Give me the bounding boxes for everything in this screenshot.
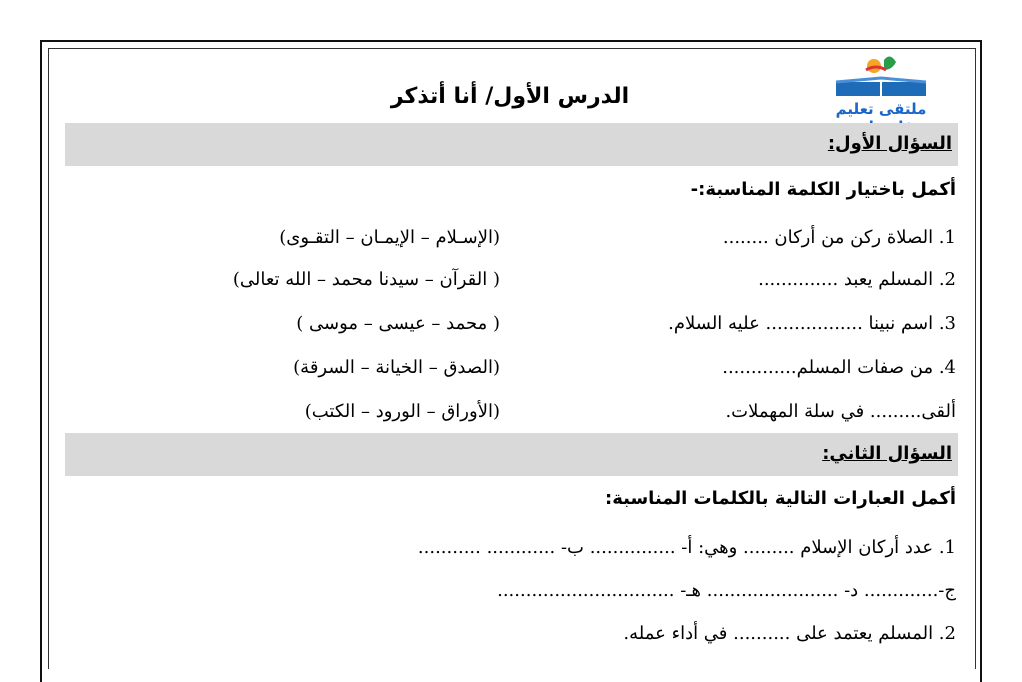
page-title: الدرس الأول/ أنا أتذكر (390, 84, 630, 109)
question-options: (الإسـلام – الإيمـان – التقـوى) (279, 227, 500, 248)
question-options: (الصدق – الخيانة – السرقة) (293, 357, 500, 378)
section1-band (65, 123, 958, 166)
question-item: 1. عدد أركان الإسلام ......... وهي: أ- ............... ب- ............ ........... (417, 537, 956, 558)
section2-instruction: أكمل العبارات التالية بالكلمات المناسبة: (605, 488, 956, 509)
section2-heading: السؤال الثاني: (822, 443, 952, 464)
question-item: 4. من صفات المسلم............. (722, 357, 956, 378)
question-options: (الأوراق – الورود – الكتب) (304, 401, 500, 422)
logo-book-right (882, 82, 926, 96)
section1-heading: السؤال الأول: (827, 133, 952, 154)
question-item: ألقى......... في سلة المهملات. (725, 401, 956, 422)
question-item: 2. المسلم يعبد .............. (758, 269, 956, 290)
logo-book-icon (806, 50, 956, 100)
question-item: 3. اسم نبينا ................. عليه السلام. (668, 313, 956, 334)
section2-band (65, 433, 958, 476)
question-options: ( القرآن – سيدنا محمد – الله تعالى) (232, 269, 500, 290)
logo-figure (884, 56, 896, 70)
logo (806, 50, 956, 120)
logo-text: ملتقى تعليم (835, 100, 927, 118)
question-item: 1. الصلاة ركن من أركان ........ (722, 227, 956, 248)
logo-book-pages (836, 78, 926, 82)
question-options: ( محمد – عيسى – موسى ) (296, 313, 500, 334)
question-item: ج-............. د- ....................... هـ- ............................... (497, 580, 956, 601)
section1-instruction: أكمل باختيار الكلمة المناسبة:- (690, 179, 956, 200)
question-item: 2. المسلم يعتمد على .......... في أداء عمله. (623, 623, 956, 644)
logo-book-left (836, 82, 880, 96)
